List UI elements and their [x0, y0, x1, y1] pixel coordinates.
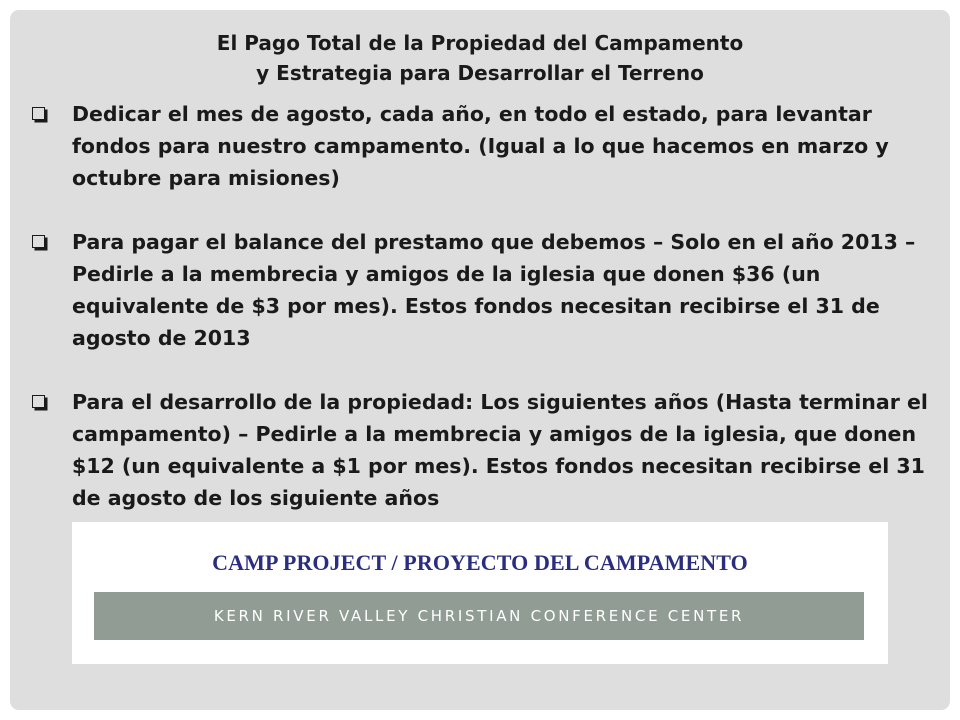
slide-title-line-2: y Estrategia para Desarrollar el Terreno	[256, 61, 704, 85]
bullet-list	[28, 98, 928, 546]
footer-title: CAMP PROJECT / PROYECTO DEL CAMPAMENTO	[212, 550, 748, 575]
bullet-item	[28, 386, 928, 514]
footer-bar	[94, 592, 864, 640]
bullet-text: Para el desarrollo de la propiedad: Los siguientes años (Hasta terminar el campamento) – Pedirle a la membrecia y amigos de la iglesia, que donen $12 (un equivalente a $1 por mes). Estos fondos necesitan recibirse el 31 de agosto de los siguiente años	[72, 390, 928, 510]
slide	[10, 10, 950, 710]
bullet-item	[28, 226, 928, 354]
checkbox-square-icon	[32, 107, 45, 120]
bullet-text: Dedicar el mes de agosto, cada año, en todo el estado, para levantar fondos para nuestro campamento. (Igual a lo que hacemos en marzo y octubre para misiones)	[72, 102, 889, 190]
checkbox-square-icon	[32, 395, 45, 408]
slide-title	[10, 28, 950, 88]
bullet-item	[28, 98, 928, 194]
bullet-text: Para pagar el balance del prestamo que debemos – Solo en el año 2013 – Pedirle a la membrecia y amigos de la iglesia que donen $36 (un equivalente de $3 por mes). Estos fondos necesitan recibirse el 31 de agosto de 2013	[72, 230, 916, 350]
footer-card	[72, 522, 888, 664]
slide-title-line-1: El Pago Total de la Propiedad del Campamento	[216, 31, 744, 55]
checkbox-square-icon	[32, 235, 45, 248]
footer-subtitle: KERN RIVER VALLEY CHRISTIAN CONFERENCE CENTER	[213, 607, 745, 625]
